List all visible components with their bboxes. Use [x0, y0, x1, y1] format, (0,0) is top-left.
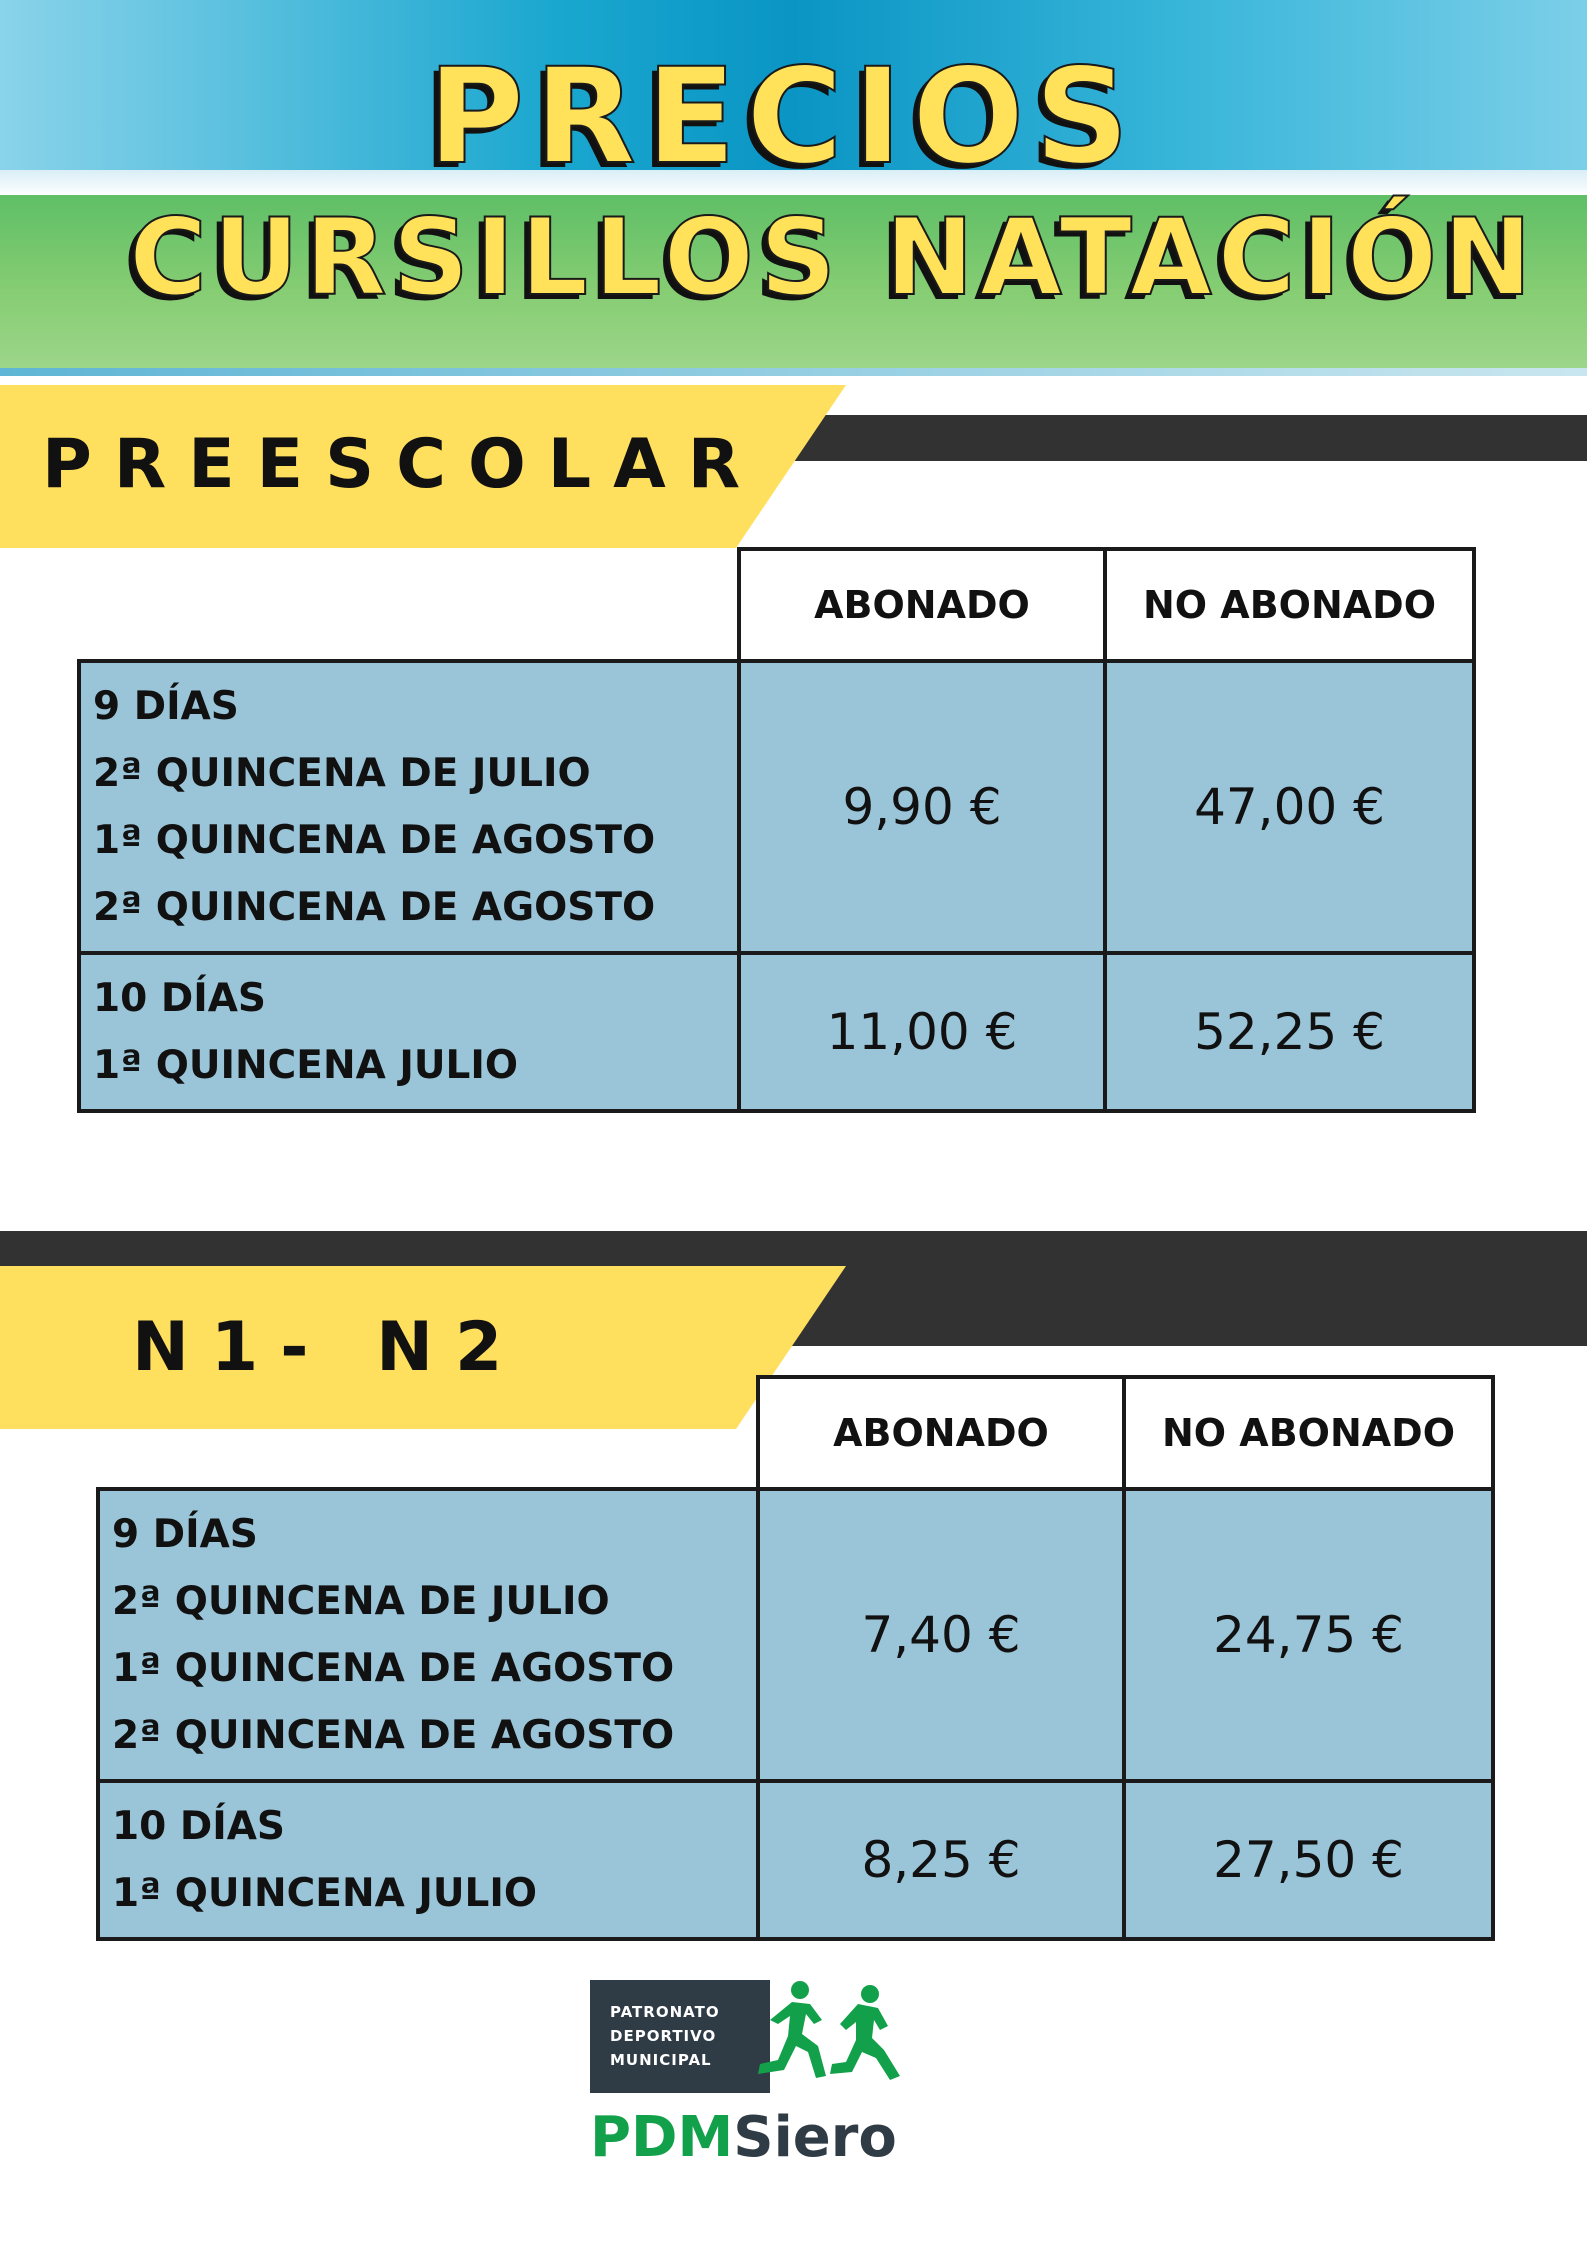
- section-label: N1- N2: [132, 1308, 525, 1387]
- price-abonado: 7,40 €: [758, 1489, 1124, 1781]
- row-period: 2ª QUINCENA DE JULIO: [93, 751, 591, 796]
- column-header-abonado: ABONADO: [758, 1377, 1124, 1489]
- table-header-row: [98, 1377, 1493, 1489]
- row-period: 1ª QUINCENA DE AGOSTO: [93, 818, 656, 863]
- row-period: 1ª QUINCENA DE AGOSTO: [112, 1646, 675, 1691]
- row-description: [79, 953, 739, 1111]
- price-table: [96, 1375, 1495, 1941]
- logo-line: DEPORTIVO: [610, 2027, 717, 2045]
- table-row: [79, 661, 1474, 953]
- table-row: [98, 1489, 1493, 1781]
- column-header-abonado: ABONADO: [739, 549, 1105, 661]
- price-no-abonado: 47,00 €: [1105, 661, 1474, 953]
- row-duration: 9 DÍAS: [112, 1512, 258, 1557]
- runners-icon: [730, 1980, 910, 2093]
- brand-siero: Siero: [733, 2105, 897, 2170]
- price-no-abonado: 52,25 €: [1105, 953, 1474, 1111]
- pdm-siero-logo: [590, 1980, 910, 2180]
- table-corner: [79, 549, 739, 661]
- logo-brand: [590, 2105, 897, 2170]
- price-abonado: 8,25 €: [758, 1781, 1124, 1939]
- column-header-no-abonado: NO ABONADO: [1124, 1377, 1493, 1489]
- section-label: PREESCOLAR: [42, 425, 763, 504]
- page-subtitle: CURSILLOS NATACIÓN: [129, 196, 1538, 319]
- logo-line: MUNICIPAL: [610, 2051, 712, 2069]
- row-duration: 9 DÍAS: [93, 684, 239, 729]
- logo-box-text: [610, 2000, 720, 2072]
- brand-pdm: PDM: [590, 2105, 734, 2170]
- row-description: [98, 1489, 758, 1781]
- row-period: 1ª QUINCENA JULIO: [112, 1871, 538, 1916]
- table-row: [98, 1781, 1493, 1939]
- price-table: [77, 547, 1476, 1113]
- row-description: [98, 1781, 758, 1939]
- column-header-no-abonado: NO ABONADO: [1105, 549, 1474, 661]
- row-period: 2ª QUINCENA DE AGOSTO: [93, 885, 656, 930]
- row-period: 1ª QUINCENA JULIO: [93, 1043, 519, 1088]
- header-bottom-stripe: [0, 368, 1587, 376]
- table-row: [79, 953, 1474, 1111]
- price-no-abonado: 27,50 €: [1124, 1781, 1493, 1939]
- logo-line: PATRONATO: [610, 2003, 720, 2021]
- row-description: [79, 661, 739, 953]
- price-abonado: 11,00 €: [739, 953, 1105, 1111]
- price-abonado: 9,90 €: [739, 661, 1105, 953]
- table-corner: [98, 1377, 758, 1489]
- page-title: PRECIOS: [427, 40, 1140, 194]
- row-period: 2ª QUINCENA DE AGOSTO: [112, 1713, 675, 1758]
- row-period: 2ª QUINCENA DE JULIO: [112, 1579, 610, 1624]
- table-header-row: [79, 549, 1474, 661]
- row-duration: 10 DÍAS: [93, 976, 267, 1021]
- row-duration: 10 DÍAS: [112, 1804, 286, 1849]
- price-no-abonado: 24,75 €: [1124, 1489, 1493, 1781]
